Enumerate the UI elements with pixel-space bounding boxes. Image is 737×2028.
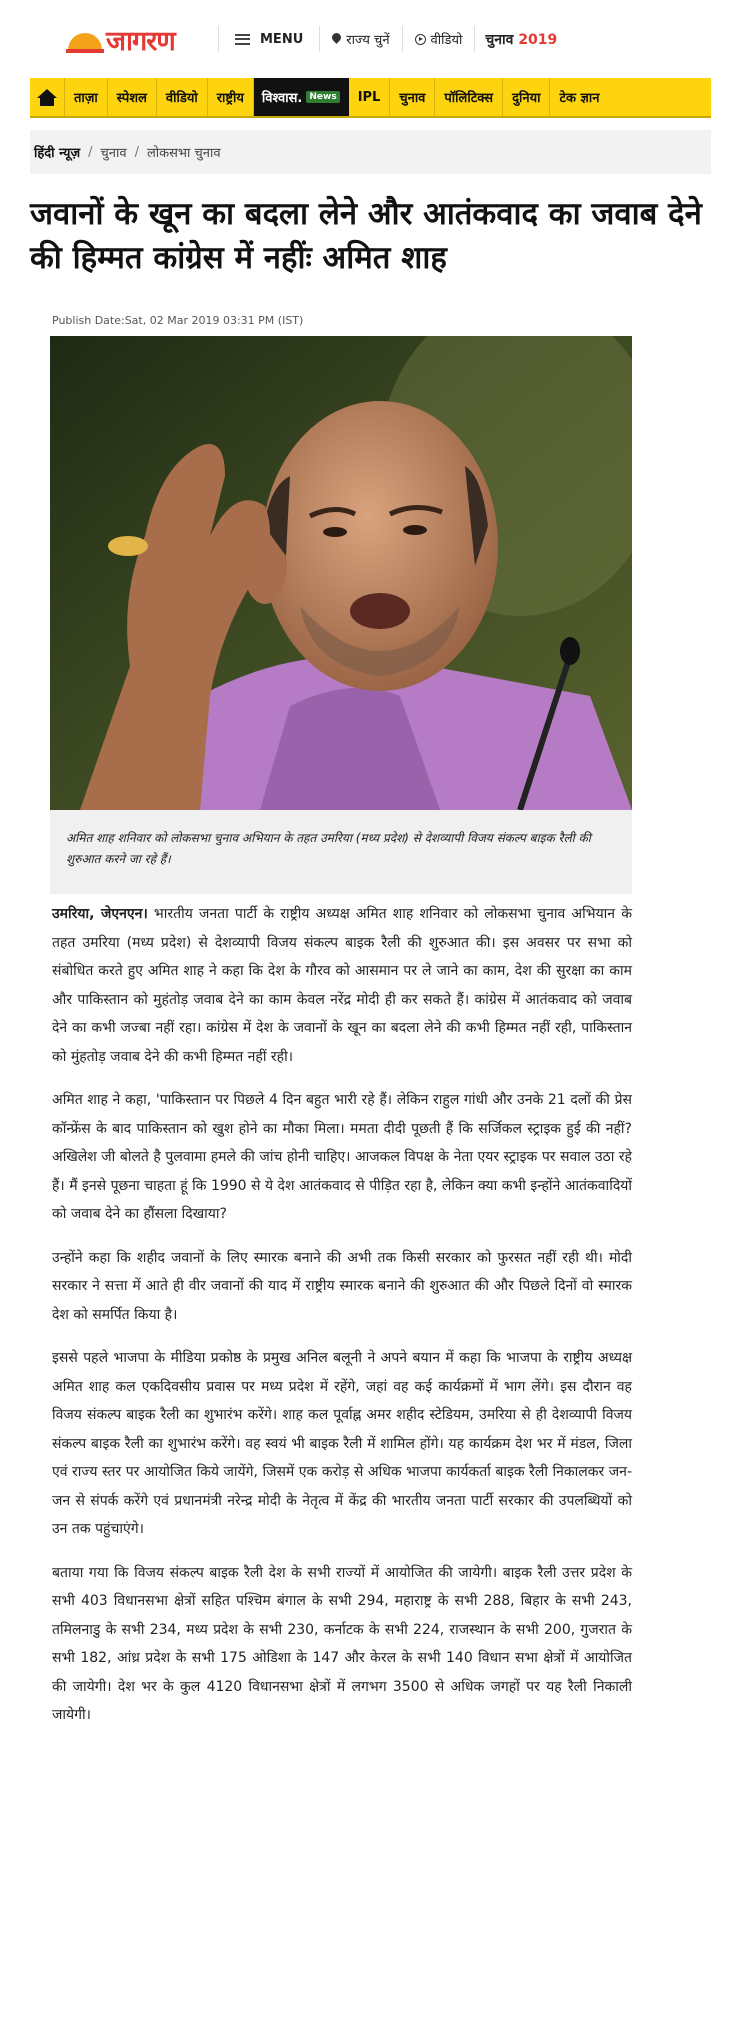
site-header [30,14,710,64]
home-icon [37,89,57,106]
vishwas-label: विश्वास. [261,91,303,106]
nav-item-politics[interactable]: पॉलिटिक्स [435,78,503,116]
main-nav [30,78,711,118]
article-dateline: उमरिया, जेएनएन। [52,906,148,922]
nav-item-national[interactable]: राष्ट्रीय [208,78,254,116]
breadcrumb-separator: / [134,144,139,160]
article-body [52,900,632,1745]
logo-text: जागरण [106,25,175,57]
nav-item-world[interactable]: दुनिया [503,78,550,116]
election-link[interactable] [475,30,567,49]
logo-sun-icon [68,28,102,50]
video-link[interactable] [403,30,475,48]
nav-item-ipl[interactable]: IPL [349,78,391,116]
article-headline: जवानों के खून का बदला लेने और आतंकवाद का जवाब देने की हिम्मत कांग्रेस में नहींः अमित शाह [30,196,702,276]
breadcrumb-item-election[interactable]: चुनाव [100,146,127,161]
menu-button[interactable] [219,14,319,64]
election-label: चुनाव [485,31,514,48]
play-icon [415,34,426,45]
nav-item-taza[interactable]: ताज़ा [65,78,108,116]
state-select-label: राज्य चुनें [346,33,390,48]
breadcrumb-separator: / [88,144,93,160]
hamburger-icon [235,34,250,45]
nav-item-tech[interactable]: टेक ज्ञान [559,91,600,106]
video-label: वीडियो [430,33,463,48]
article-photo [50,336,632,810]
site-logo[interactable] [30,14,218,64]
state-select-link[interactable] [320,30,401,48]
nav-item-election[interactable]: चुनाव [390,78,435,116]
article-paragraph: इससे पहले भाजपा के मीडिया प्रकोष्ठ के प्रमुख अनिल बलूनी ने अपने बयान में कहा कि भाजपा के राष्ट्रीय अध्यक्ष अमित शाह कल एकदिवसीय प्रवास पर मध्य प्रदेश में रहेंगे, जहां वह कई कार्यक्रमों में भाग लेंगे। इस दौरान वह विजय संकल्प बाइक रैली का शुभारंभ करेंगे। शाह कल पूर्वाह्न अमर शहीद स्टेडियम, उमरिया से ही देशव्यापी विजय संकल्प बाइक रैली का शुभारंभ करेंगे। वह स्वयं भी बाइक रैली में शामिल होंगे। यह कार्यक्रम देश भर में मंडल, जिला एवं राज्य स्तर पर आयोजित किये जायेंगे, जिसमें एक करोड़ से अधिक भाजपा कार्यकर्ता बाइक रैली निकालकर जन-जन से संपर्क करेंगे एवं प्रधानमंत्री नरेन्द्र मोदी के नेतृत्व में केंद्र की भारतीय जनता पार्टी सरकार की उपलब्धियों को उन तक पहुंचाएंगे। [52,1350,632,1537]
nav-item-vishwas-news[interactable] [254,78,349,116]
article-paragraph [52,900,632,1071]
breadcrumb-item-hindi-news[interactable]: हिंदी न्यूज़ [34,146,81,161]
election-year: 2019 [518,31,558,48]
speaker-photo-illustration [50,336,632,810]
nav-item-special[interactable]: स्पेशल [108,78,157,116]
location-pin-icon [332,33,341,45]
breadcrumb [30,130,711,174]
nav-home[interactable] [30,78,65,116]
nav-item-video[interactable]: वीडियो [157,78,208,116]
image-caption: अमित शाह शनिवार को लोकसभा चुनाव अभियान के तहत उमरिया (मध्य प्रदेश) से देशव्यापी विजय संकल्प बाइक रैली की शुरुआत करने जा रहे हैं। [50,810,632,894]
news-badge: News [306,91,339,103]
menu-label: MENU [260,31,304,47]
breadcrumb-item-loksabha[interactable]: लोकसभा चुनाव [146,146,221,161]
article-paragraph: अमित शाह ने कहा, 'पाकिस्तान पर पिछले 4 दिन बहुत भारी रहे हैं। लेकिन राहुल गांधी और उनके 21 दलों की प्रेस कॉन्फ्रेंस के बाद पाकिस्तान को खुश होने का मौका मिला। ममता दीदी पूछती हैं कि सर्जिकल स्ट्राइक हुई की नहीं? अखिलेश जी बोलते है पुलवामा हमले की जांच होनी चाहिए। आजकल विपक्ष के नेता एयर स्ट्राइक पर सवाल उठा रहे हैं। मैं इनसे पूछना चाहता हूं कि 1990 से ये देश आतंकवाद से पीड़ित रहा है, लेकिन क्या कभी इन्होंने आतंकवादियों को जवाब देने का हौंसला दिखाया? [52,1092,632,1222]
publish-date: Publish Date:Sat, 02 Mar 2019 03:31 PM (IST) [52,314,304,327]
paragraph-text: भारतीय जनता पार्टी के राष्ट्रीय अध्यक्ष अमित शाह शनिवार को लोकसभा चुनाव अभियान के तहत उमरिया (मध्य प्रदेश) से देशव्यापी विजय संकल्प बाइक रैली की शुरुआत की। इस अवसर पर सभा को संबोधित करते हुए अमित शाह ने कहा कि देश के गौरव को आसमान पर ले जाने का काम, देश की सुरक्षा का काम और पाकिस्तान को मुहंतोड़ जवाब देने का काम केवल नरेंद्र मोदी ही कर सकते हैं। कांग्रेस में आतंकवाद को जवाब देने का कभी जज्बा नहीं रहा। कांग्रेस में देश के जवानों के खून का बदला लेने की कभी हिम्मत नहीं रही, पाकिस्तान को मुंहतोड़ जवाब देने की कभी हिम्मत नहीं रही। [52,906,632,1065]
article-paragraph: बताया गया कि विजय संकल्प बाइक रैली देश के सभी राज्यों में आयोजित की जायेगी। बाइक रैली उत्तर प्रदेश के सभी 403 विधानसभा क्षेत्रों सहित पश्चिम बंगाल के सभी 294, महाराष्ट्र के सभी 288, बिहार के सभी 243, तमिलनाडु के सभी 234, मध्य प्रदेश के सभी 230, कर्नाटक के सभी 224, राजस्थान के सभी 200, गुजरात के सभी 182, आंध्र प्रदेश के सभी 175 ओडिशा के 147 और केरल के सभी 140 विधान सभा क्षेत्रों में आयोजित की जायेगी। देश भर के कुल 4120 विधानसभा क्षेत्रों में लगभग 3500 से अधिक जगहों पर यह रैली निकाली जायेगी। [52,1564,632,1723]
article-paragraph: उन्होंने कहा कि शहीद जवानों के लिए स्मारक बनाने की अभी तक किसी सरकार को फुरसत नहीं रही थी। मोदी सरकार ने सत्ता में आते ही वीर जवानों की याद में राष्ट्रीय स्मारक बनाने की शुरुआत की और पिछले दिनों वो स्मारक देश को समर्पित किया है। [52,1249,632,1323]
